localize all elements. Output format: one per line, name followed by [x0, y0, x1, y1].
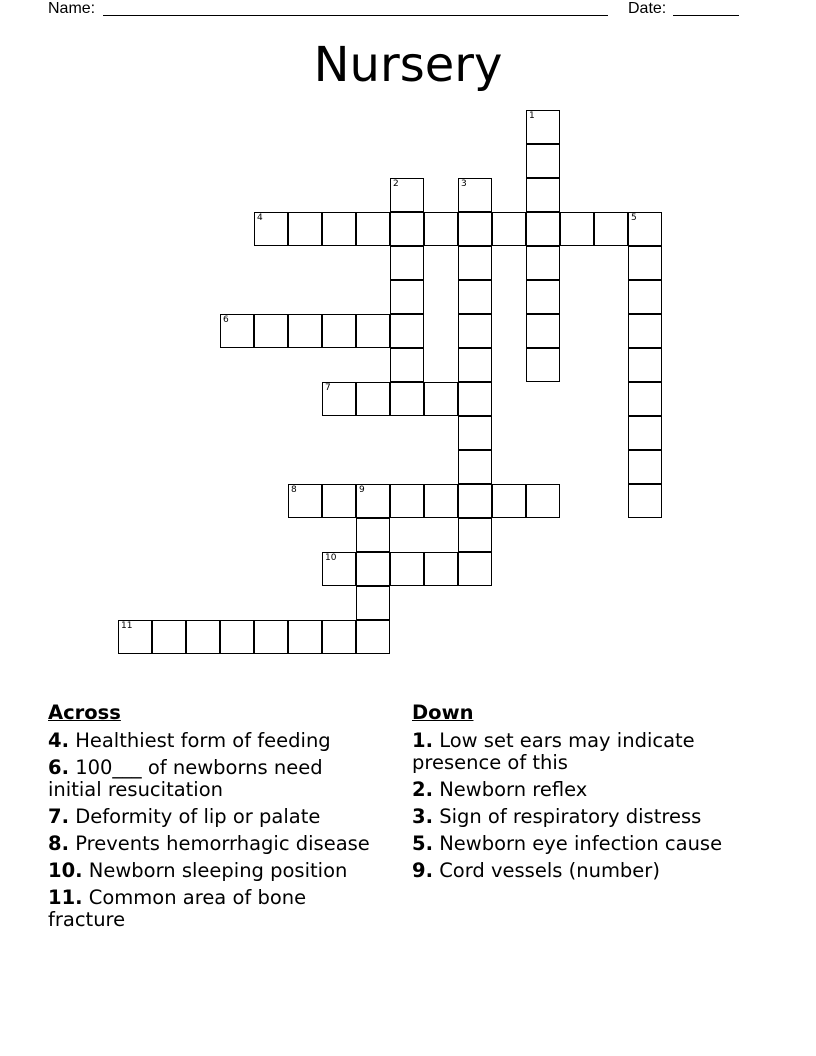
clue-number: 2.: [412, 778, 433, 801]
grid-cell[interactable]: [186, 620, 220, 654]
grid-cell[interactable]: [424, 382, 458, 416]
clue-down-1: [412, 730, 757, 774]
grid-cell[interactable]: [492, 484, 526, 518]
cell-number: 11: [121, 621, 133, 631]
clue-text: Prevents hemorrhagic disease: [75, 832, 370, 855]
down-clues: [412, 702, 757, 887]
grid-cell[interactable]: [152, 620, 186, 654]
grid-cell[interactable]: [220, 620, 254, 654]
clue-text: 100___ of newborns need initial resucitation: [48, 756, 323, 801]
grid-cell[interactable]: [458, 348, 492, 382]
grid-cell[interactable]: [458, 484, 492, 518]
clue-down-2: [412, 779, 757, 801]
cell-number: 9: [359, 485, 365, 495]
clue-down-3: [412, 806, 757, 828]
grid-cell[interactable]: [322, 382, 356, 416]
clue-text: Low set ears may indicate presence of this: [412, 729, 695, 774]
clue-text: Deformity of lip or palate: [75, 805, 321, 828]
grid-cell[interactable]: [526, 212, 560, 246]
grid-cell[interactable]: [458, 552, 492, 586]
grid-cell[interactable]: [458, 314, 492, 348]
clue-text: Newborn sleeping position: [88, 859, 348, 882]
date-label: Date:: [628, 0, 667, 17]
clue-number: 8.: [48, 832, 69, 855]
grid-cell[interactable]: [458, 280, 492, 314]
grid-cell[interactable]: [356, 552, 390, 586]
grid-cell[interactable]: [356, 314, 390, 348]
grid-cell[interactable]: [594, 212, 628, 246]
clue-text: Newborn reflex: [439, 778, 588, 801]
grid-cell[interactable]: [458, 212, 492, 246]
cell-number: 6: [223, 315, 229, 325]
grid-cell[interactable]: [356, 586, 390, 620]
grid-cell[interactable]: [424, 212, 458, 246]
grid-cell[interactable]: [424, 484, 458, 518]
grid-cell[interactable]: [220, 314, 254, 348]
grid-cell[interactable]: [628, 246, 662, 280]
grid-cell[interactable]: [492, 212, 526, 246]
clue-number: 11.: [48, 886, 83, 909]
cell-number: 10: [325, 553, 337, 563]
clue-number: 4.: [48, 729, 69, 752]
clue-across-6: [48, 757, 378, 801]
grid-cell[interactable]: [628, 484, 662, 518]
grid-cell[interactable]: [254, 620, 288, 654]
grid-cell[interactable]: [390, 552, 424, 586]
grid-cell[interactable]: [390, 280, 424, 314]
clue-number: 3.: [412, 805, 433, 828]
grid-cell[interactable]: [390, 314, 424, 348]
clue-across-10: [48, 860, 378, 882]
grid-cell[interactable]: [424, 552, 458, 586]
grid-cell[interactable]: [288, 484, 322, 518]
cell-number: 1: [529, 111, 535, 121]
clue-down-9: [412, 860, 757, 882]
cell-number: 7: [325, 383, 331, 393]
clue-number: 7.: [48, 805, 69, 828]
grid-cell[interactable]: [628, 450, 662, 484]
down-heading: Down: [412, 701, 474, 724]
clue-text: Common area of bone fracture: [48, 886, 307, 931]
page-title: Nursery: [313, 37, 503, 93]
grid-cell[interactable]: [526, 314, 560, 348]
grid-cell[interactable]: [322, 552, 356, 586]
clue-across-11: [48, 887, 378, 931]
grid-cell[interactable]: [288, 212, 322, 246]
clue-text: Healthiest form of feeding: [75, 729, 331, 752]
grid-cell[interactable]: [458, 382, 492, 416]
grid-cell[interactable]: [526, 110, 560, 144]
grid-cell[interactable]: [390, 348, 424, 382]
grid-cell[interactable]: [390, 382, 424, 416]
clue-text: Sign of respiratory distress: [439, 805, 702, 828]
clue-number: 9.: [412, 859, 433, 882]
grid-cell[interactable]: [356, 620, 390, 654]
grid-cell[interactable]: [526, 246, 560, 280]
grid-cell[interactable]: [254, 212, 288, 246]
grid-cell[interactable]: [560, 212, 594, 246]
grid-cell[interactable]: [322, 620, 356, 654]
clue-number: 6.: [48, 756, 69, 779]
grid-cell[interactable]: [356, 484, 390, 518]
grid-cell[interactable]: [458, 450, 492, 484]
across-heading: Across: [48, 701, 121, 724]
clue-text: Newborn eye infection cause: [439, 832, 723, 855]
grid-cell[interactable]: [390, 212, 424, 246]
name-label: Name:: [48, 0, 96, 17]
grid-cell[interactable]: [356, 212, 390, 246]
grid-cell[interactable]: [628, 416, 662, 450]
grid-cell[interactable]: [356, 518, 390, 552]
across-clues: [48, 702, 378, 936]
grid-cell[interactable]: [356, 382, 390, 416]
cell-number: 3: [461, 179, 467, 189]
clue-across-4: [48, 730, 378, 752]
grid-cell[interactable]: [254, 314, 288, 348]
grid-cell[interactable]: [322, 314, 356, 348]
grid-cell[interactable]: [628, 348, 662, 382]
grid-cell[interactable]: [526, 144, 560, 178]
grid-cell[interactable]: [526, 348, 560, 382]
grid-cell[interactable]: [390, 484, 424, 518]
grid-cell[interactable]: [458, 416, 492, 450]
grid-cell[interactable]: [322, 212, 356, 246]
grid-cell[interactable]: [628, 314, 662, 348]
cell-number: 4: [257, 213, 263, 223]
cell-number: 5: [631, 213, 637, 223]
grid-cell[interactable]: [526, 178, 560, 212]
clue-text: Cord vessels (number): [439, 859, 660, 882]
grid-cell[interactable]: [526, 484, 560, 518]
clue-number: 5.: [412, 832, 433, 855]
clue-number: 1.: [412, 729, 433, 752]
grid-cell[interactable]: [526, 280, 560, 314]
cell-number: 8: [291, 485, 297, 495]
grid-cell[interactable]: [390, 246, 424, 280]
grid-cell[interactable]: [322, 484, 356, 518]
grid-cell[interactable]: [458, 246, 492, 280]
grid-cell[interactable]: [288, 314, 322, 348]
grid-cell[interactable]: [458, 518, 492, 552]
grid-cell[interactable]: [628, 212, 662, 246]
clue-across-8: [48, 833, 378, 855]
grid-cell[interactable]: [118, 620, 152, 654]
grid-cell[interactable]: [390, 178, 424, 212]
grid-cell[interactable]: [628, 280, 662, 314]
grid-cell[interactable]: [628, 382, 662, 416]
clue-number: 10.: [48, 859, 83, 882]
clue-down-5: [412, 833, 757, 855]
grid-cell[interactable]: [288, 620, 322, 654]
cell-number: 2: [393, 179, 399, 189]
grid-cell[interactable]: [458, 178, 492, 212]
clue-across-7: [48, 806, 378, 828]
